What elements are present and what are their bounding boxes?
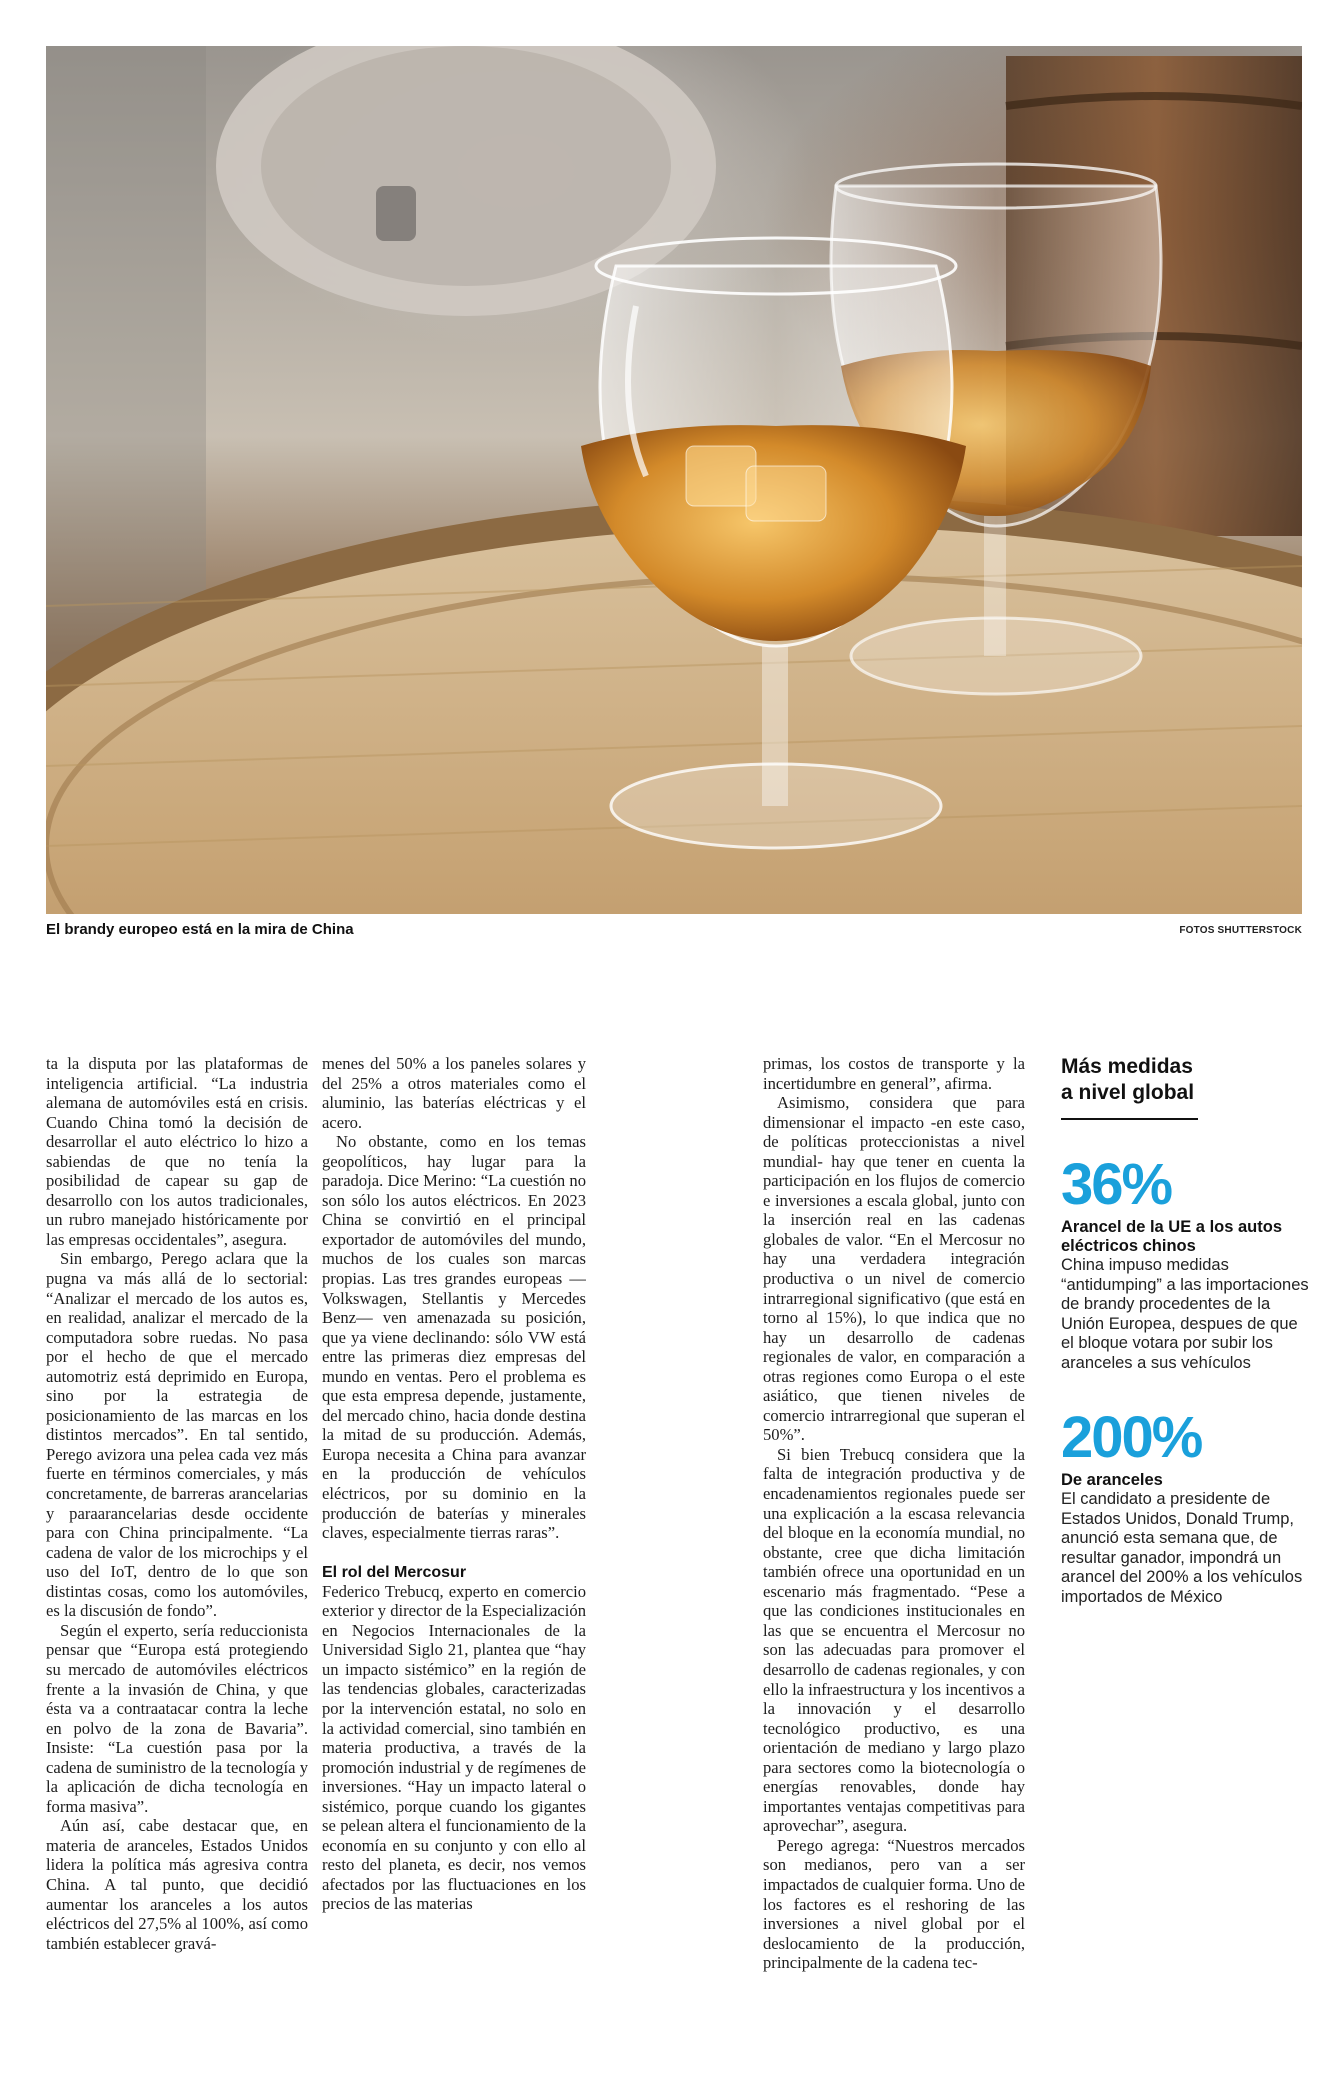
article-column-1: [46, 1054, 308, 2054]
stat-number: 200%: [1061, 1405, 1202, 1470]
paragraph: Sin embargo, Perego aclara que la pugna va más allá de lo sectorial: “Analizar el mercado de los autos es, en realidad, analizar el mercado de la computadora sobre ruedas. No pasa por el hecho de que el mercado automotriz está deprimido en Europa, sino por la estrategia de posicionamiento de las marcas en los distintos mercados”. En tal sentido, Perego avizora una pelea cada vez más fuerte en términos comerciales, y más concretamente, de barreras arancelarias y paraarancelarias desde occidente para con China principalmente. “La cadena de valor de los microchips y el uso del IoT, dentro de lo que son distintas cosas, como los automóviles, es la discusión de fondo”.: [46, 1249, 308, 1621]
paragraph: Si bien Trebucq considera que la falta de integración productiva y de encadenamientos regionales puede ser una explicación a la escasa relevancia del bloque en la economía mundial, no obstante, cree que dicha limitación también ofrece una oportunidad en un escenario más fragmentado. “Pese a que las condiciones institucionales en las que se encuentra el Mercosur no son las adecuadas para promover el desarrollo de cadenas regionales, y con ello la infraestructura y los incentivos a la innovación y el desarrollo tecnológico productivo, es una orientación de mediano y largo plazo para sectores como la biotecnología o energías renovables, donde hay importantes ventajas competitivas para aprovechar”, asegura.: [763, 1444, 1025, 1836]
brandy-photo: [46, 46, 1302, 914]
stat-block: [1061, 1152, 1309, 1373]
sidebar-divider: [1061, 1118, 1198, 1120]
paragraph: Aún así, cabe destacar que, en materia de aranceles, Estados Unidos lidera la política más agresiva contra China. A tal punto, que decidió aumentar los aranceles a los autos eléctricos del 27,5% al 100%, así como también establecer gravá-: [46, 1816, 308, 1953]
sidebar-title-line-2: a nivel global: [1061, 1081, 1195, 1104]
paragraph: Según el experto, sería reduccionista pensar que “Europa está protegiendo su mercado de automóviles eléctricos frente a la invasión de China, y que ésta va a contraatacar contra la leche en polvo de la zona de Bavaria”. Insiste: “La cuestión pasa por la cadena de suministro de la tecnología y la aplicación de dicha tecnología en forma masiva”.: [46, 1620, 308, 1816]
stat-block: [1061, 1405, 1309, 1607]
sidebar-title-line-1: Más medidas: [1061, 1055, 1193, 1078]
photo-credit: FOTOS SHUTTERSTOCK: [1179, 925, 1302, 936]
sidebar-title: [1061, 1054, 1309, 1106]
paragraph: Asimismo, considera que para dimensionar el impacto -en este caso, de políticas proteccionistas a nivel mundial- hay que tener en cuenta la participación en los flujos de comercio e inversiones a escala global, junto con la inserción real en las cadenas globales de valor. “En el Mercosur no hay una verdadera integración productiva o un nivel de comercio intrarregional significativo (que está en torno al 15%), lo que indica que no hay un desarrollo de cadenas regionales de valor, en comparación a otras regiones como Europa o el este asiático, que tienen niveles de comercio intrarregional que superan el 50%”.: [763, 1093, 1025, 1445]
photo-caption: El brandy europeo está en la mira de China: [46, 921, 354, 938]
article-column-2: [322, 1054, 586, 2054]
paragraph: ta la disputa por las plataformas de inteligencia artificial. “La industria alemana de automóviles está en crisis. Cuando China tomó la decisión de desarrollar el auto eléctrico lo hizo a sabiendas de que no tenía la posibilidad de capear su gap de desarrollo con los autos tradicionales, un rubro manejado históricamente por las empresas occidentales”, asegura.: [46, 1054, 308, 1249]
section-subhead: El rol del Mercosur: [322, 1563, 467, 1581]
stat-text: El candidato a presidente de Estados Unidos, Donald Trump, anunció esta semana que, de resultar ganador, impondrá un arancel del 200% a los vehículos importados de México: [1061, 1490, 1303, 1606]
paragraph: primas, los costos de transporte y la incertidumbre en general”, afirma.: [763, 1054, 1025, 1093]
stat-text: China impuso medidas “antidumping” a las importaciones de brandy procedentes de la Unión Europea, despues de que el bloque votara por subir los aranceles a sus vehículos: [1061, 1256, 1309, 1372]
sidebar-box: [1061, 1054, 1309, 1607]
article-column-3: [763, 1054, 1025, 2054]
stat-label: De aranceles: [1061, 1471, 1163, 1489]
paragraph: No obstante, como en los temas geopolíticos, hay lugar para la paradoja. Dice Merino: “La cuestión no son sólo los autos eléctricos. En 2023 China se convirtió en el principal exportador de automóviles del mundo, muchos de los cuales son marcas propias. Las tres grandes europeas —Volkswagen, Stellantis y Mercedes Benz— ven amenazada su posición, que ya viene declinando: sólo VW está entre las primeras diez empresas del mundo en ventas. Pero el problema es que esta empresa depende, justamente, del mercado chino, hacia donde destina la mitad de su producción. Además, Europa necesita a China para avanzar en la producción de vehículos eléctricos, por su dominio en la producción de baterías y minerales claves, especialmente tierras raras”.: [322, 1132, 586, 1543]
stat-label: Arancel de la UE a los autos eléctricos chinos: [1061, 1218, 1282, 1255]
paragraph: Federico Trebucq, experto en comercio exterior y director de la Especialización en Negocios Internacionales de la Universidad Siglo 21, plantea que “hay un impacto sistémico” en la región de las tendencias globales, caracterizadas por la intervención estatal, no solo en la actividad comercial, sino también en materia productiva, a través de la promoción industrial y de regímenes de inversiones. “Hay un impacto lateral o sistémico, porque cuando los gigantes se pelean altera el funcionamiento de la economía en su conjunto y con ello al resto del planeta, es decir, nos vemos afectados por las fluctuaciones en los precios de las materias: [322, 1581, 586, 1914]
brandy-illustration: [46, 46, 1302, 914]
paragraph: menes del 50% a los paneles solares y del 25% a otros materiales como el aluminio, las baterías eléctricas y el acero.: [322, 1054, 586, 1132]
stat-number: 36%: [1061, 1152, 1172, 1217]
paragraph: Perego agrega: “Nuestros mercados son medianos, pero van a ser impactados de cualquier forma. Uno de los factores es el reshoring de las inversiones a nivel global por el deslocamiento de la producción, principalmente de la cadena tec-: [763, 1835, 1025, 1973]
